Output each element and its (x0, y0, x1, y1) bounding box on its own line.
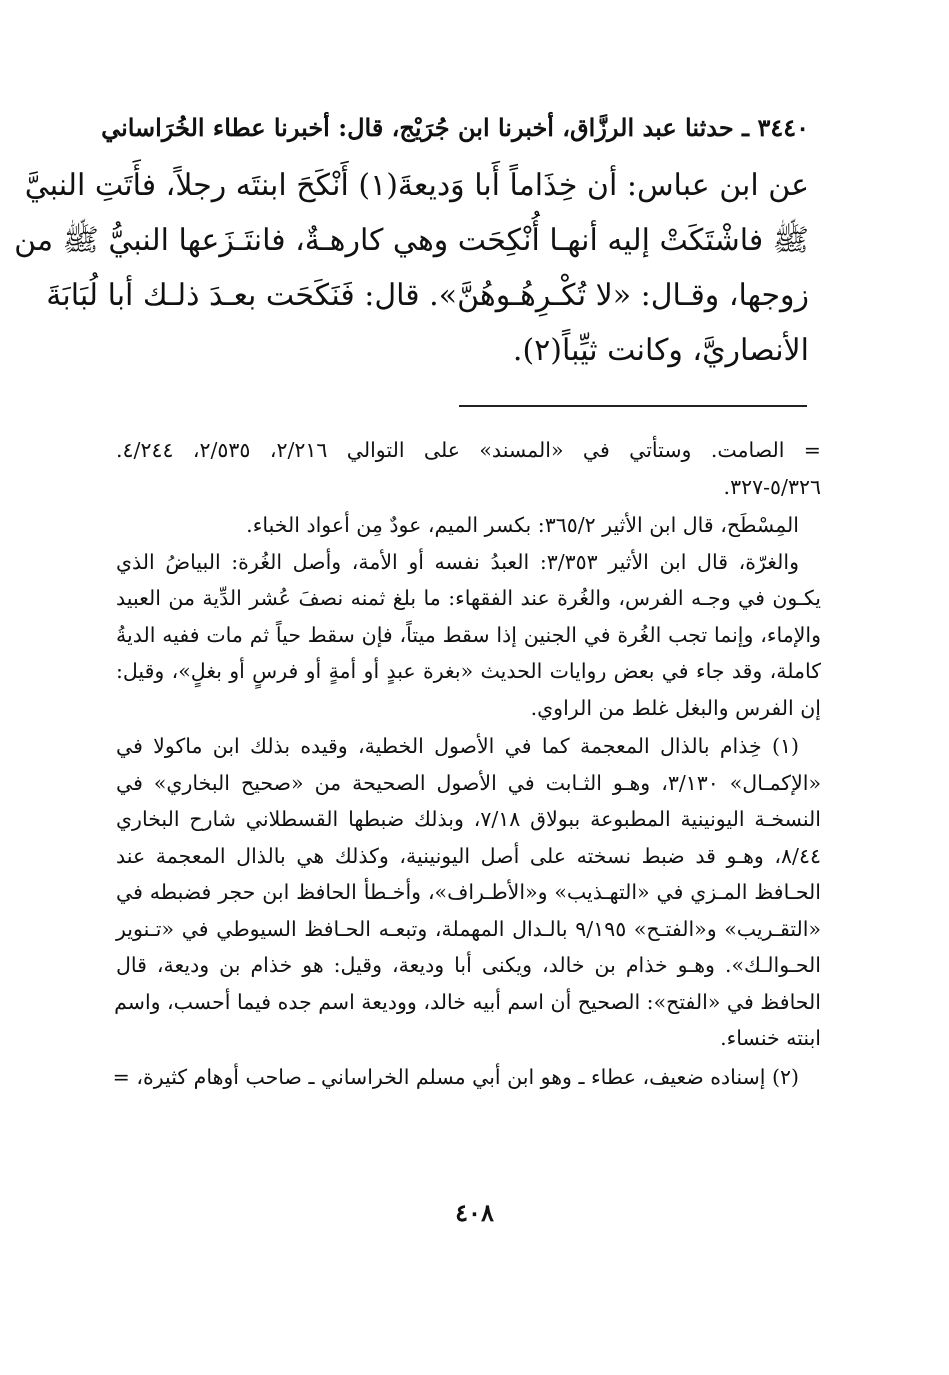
footnote-line: الحـافظ المـزي في «التهـذيب» و«الأطـراف»، وأخـطأ الحافظ ابن حجر فضبطه في (116, 880, 821, 904)
hadith-text-line: الأنصاريَّ، وكانت ثيِّباً(٢). (512, 333, 809, 368)
footnote-line: إن الفرس والبغل غلط من الراوي. (530, 695, 821, 720)
footnote-line: والإماء، وإنما تجب الغُرة في الجنين إذا سقط ميتاً، فإن سقط حياً ثم مات ففيه الديةُ (116, 622, 821, 647)
footnote-line: (٢) إسناده ضعيف، عطاء ـ وهو ابن أبي مسلم الخراساني ـ صاحب أوهام كثيرة، = (112, 1064, 799, 1089)
page-number: ٤٠٨ (455, 1198, 494, 1227)
footnote-line: الحافظ في «الفتح»: الصحيح أن اسم أبيه خالد، ووديعة اسم جده فيما أحسب، واسم (114, 989, 821, 1014)
hadith-block (14, 100, 809, 378)
footnote-1 (116, 728, 821, 1057)
footnote-line: المِسْطَح، قال ابن الأثير ٣٦٥/٢: بكسر الميم، عودٌ مِن أعواد الخباء. (246, 513, 799, 537)
footnote-2 (112, 1059, 821, 1096)
footnote-line: النسخـة اليونينية المطبوعة ببولاق ٧/١٨، وبذلك ضبطها القسطلاني شارح البخاري (116, 807, 821, 831)
footnote-line: = الصامت. وستأتي في «المسند» على التوالي ٢/٢١٦، ٢/٥٣٥، ٤/٢٤٤. (116, 438, 821, 462)
footnote-line: والغرّة، قال ابن الأثير ٣/٣٥٣: العبدُ نفسه أو الأمة، وأصل الغُرة: البياضُ الذي (116, 549, 799, 574)
hadith-text-line: عن ابن عباس: أن خِذَاماً أَبا وَديعةَ(١) أَنْكَحَ ابنتَه رجلاً، فأَتَتِ النبيَّ (24, 168, 809, 203)
footnote-line: يكـون في وجـه الفرس، والغُرة عند الفقهاء: ما بلغ ثمنه نصفَ عُشر الدِّية من العبيد (116, 586, 821, 610)
footnote-line: ابنته خنساء. (720, 1026, 821, 1050)
footnote-line: (١) خِذام بالذال المعجمة كما في الأصول الخطية، وقيده بذلك ابن ماكولا في (116, 734, 799, 758)
footnote-line: «الإكمـال» ٣/١٣٠، وهـو الثـابت في الأصول الصحيحة من «صحيح البخاري» في (116, 770, 821, 795)
footnote-line: «التقـريب» و«الفتـح» ٩/١٩٥ بالـدال المهملة، وتبعـه الحـافظ السيوطي في «تـنوير (116, 916, 821, 941)
hadith-text-line: زوجها، وقـال: «لا تُكْـرِهُـوهُنَّ». قال: فَنَكَحَت بعـدَ ذلـك أبا لُبَابَةَ (46, 278, 809, 313)
footnote-ghurra (116, 544, 821, 727)
footnote-mistah (116, 507, 821, 544)
footnote-line: كاملة، وقد جاء في بعض روايات الحديث «بغرة عبدٍ أو أمةٍ أو فرسٍ أو بغلٍ»، وقيل: (116, 659, 821, 683)
footnote-line: ٥/٣٢٦-٣٢٧. (723, 474, 821, 499)
hadith-heading: ٣٤٤٠ ـ حدثنا عبد الرزَّاق، أخبرنا ابن جُرَيْج، قال: أخبرنا عطاء الخُرَاساني (101, 113, 809, 142)
footnote-line: الحـوالـك». وهـو خذام بن خالد، ويكنى أبا وديعة، وقيل: هو خذام بن وديعة، قال (116, 953, 822, 977)
hadith-text-line: ﷺ فاشْتَكَتْ إليه أنهـا أُنْكِحَت وهي كارهـةٌ، فانتَـزَعها النبيُّ ﷺ من (14, 223, 809, 258)
footnote-separator (459, 405, 807, 407)
footnote-continuation (116, 432, 821, 505)
footnote-line: ٨/٤٤، وهـو قد ضبط نسخته على أصل اليونينية، وكذلك هي بالذال المعجمة عند (116, 843, 821, 868)
footnotes (112, 432, 822, 1095)
